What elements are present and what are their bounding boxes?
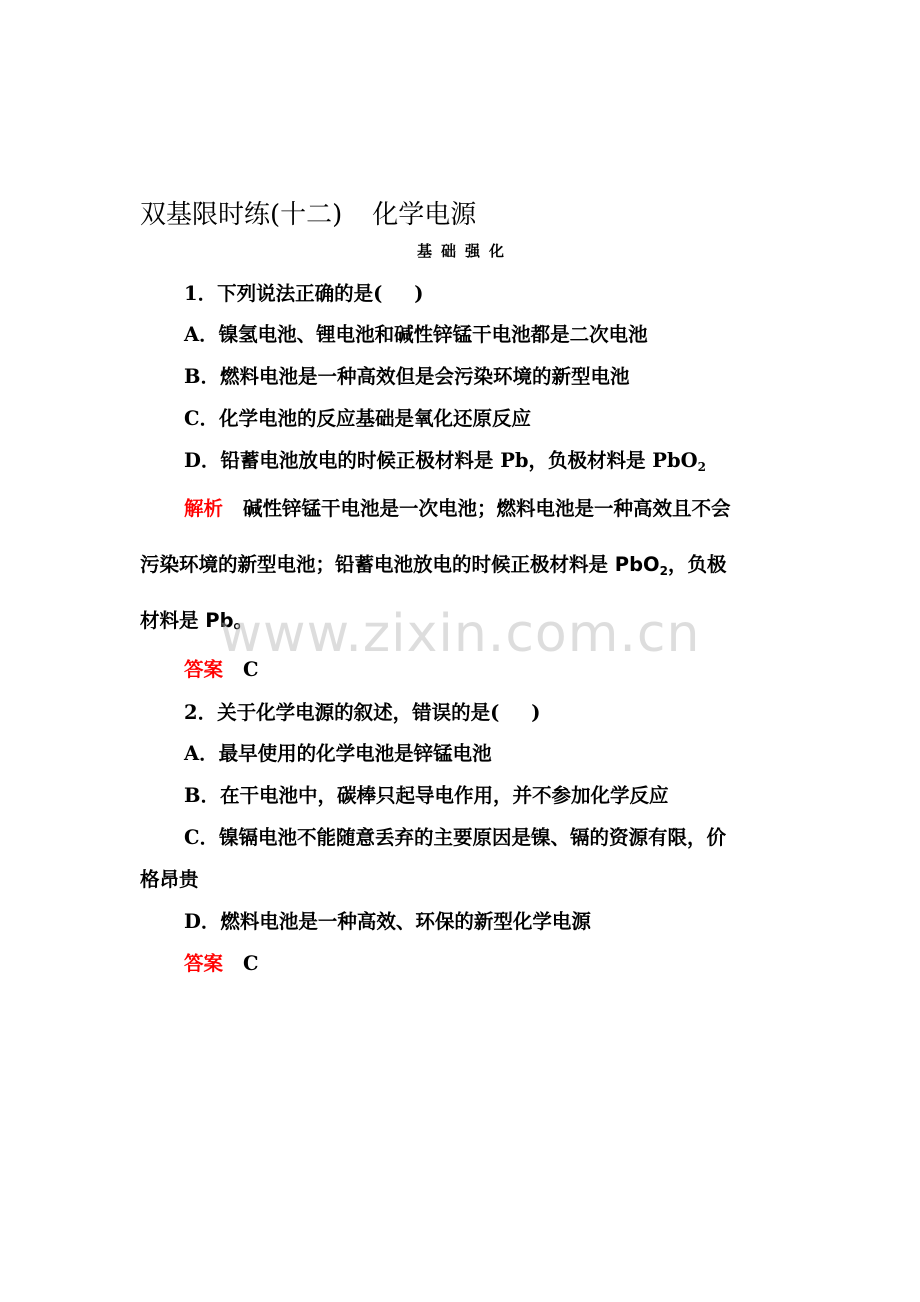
question-2-option-c: C．镍镉电池不能随意丢弃的主要原因是镍、镉的资源有限，价 [184,826,727,849]
question-1-option-a: A．镍氢电池、锂电池和碱性锌锰干电池都是二次电池 [184,323,648,346]
question-2-option-d: D．燃料电池是一种高效、环保的新型化学电源 [184,910,591,933]
question-1-analysis-line-3: 材料是 Pb。 [140,609,254,632]
question-2-stem: 2．关于化学电源的叙述，错误的是( ) [184,701,541,724]
title-topic: 化学电源 [372,200,477,230]
page-title [140,194,476,231]
question-1-analysis-line-2: 污染环境的新型电池；铅蓄电池放电的时候正极材料是 PbO$_2$，负极 [140,553,727,578]
question-2-option-a: A．最早使用的化学电池是锌锰电池 [184,742,492,765]
question-2-answer [184,951,259,977]
question-1-answer [184,657,259,683]
watermark: www.zixin.com.cn [219,604,701,664]
answer-value: C [243,658,259,681]
title-main: 双基限时练(十二) [140,200,343,230]
question-1-analysis-line-1: 解析 碱性锌锰干电池是一次电池；燃料电池是一种高效且不会 [184,497,731,520]
analysis-label: 解析 [184,497,224,520]
question-2-option-b: B．在干电池中，碳棒只起导电作用，并不参加化学反应 [184,784,669,807]
question-1-option-d: D．铅蓄电池放电的时候正极材料是 Pb，负极材料是 PbO$_2$ [184,449,706,474]
section-heading: 基础强化 [416,242,513,260]
answer-value: C [243,952,259,975]
answer-label: 答案 [184,658,224,681]
question-1-option-c: C．化学电池的反应基础是氧化还原反应 [184,407,532,430]
question-1-stem: 1．下列说法正确的是( ) [184,282,424,305]
question-1-option-b: B．燃料电池是一种高效但是会污染环境的新型电池 [184,365,630,388]
question-2-option-c-continued: 格昂贵 [140,868,199,891]
answer-label: 答案 [184,952,224,975]
